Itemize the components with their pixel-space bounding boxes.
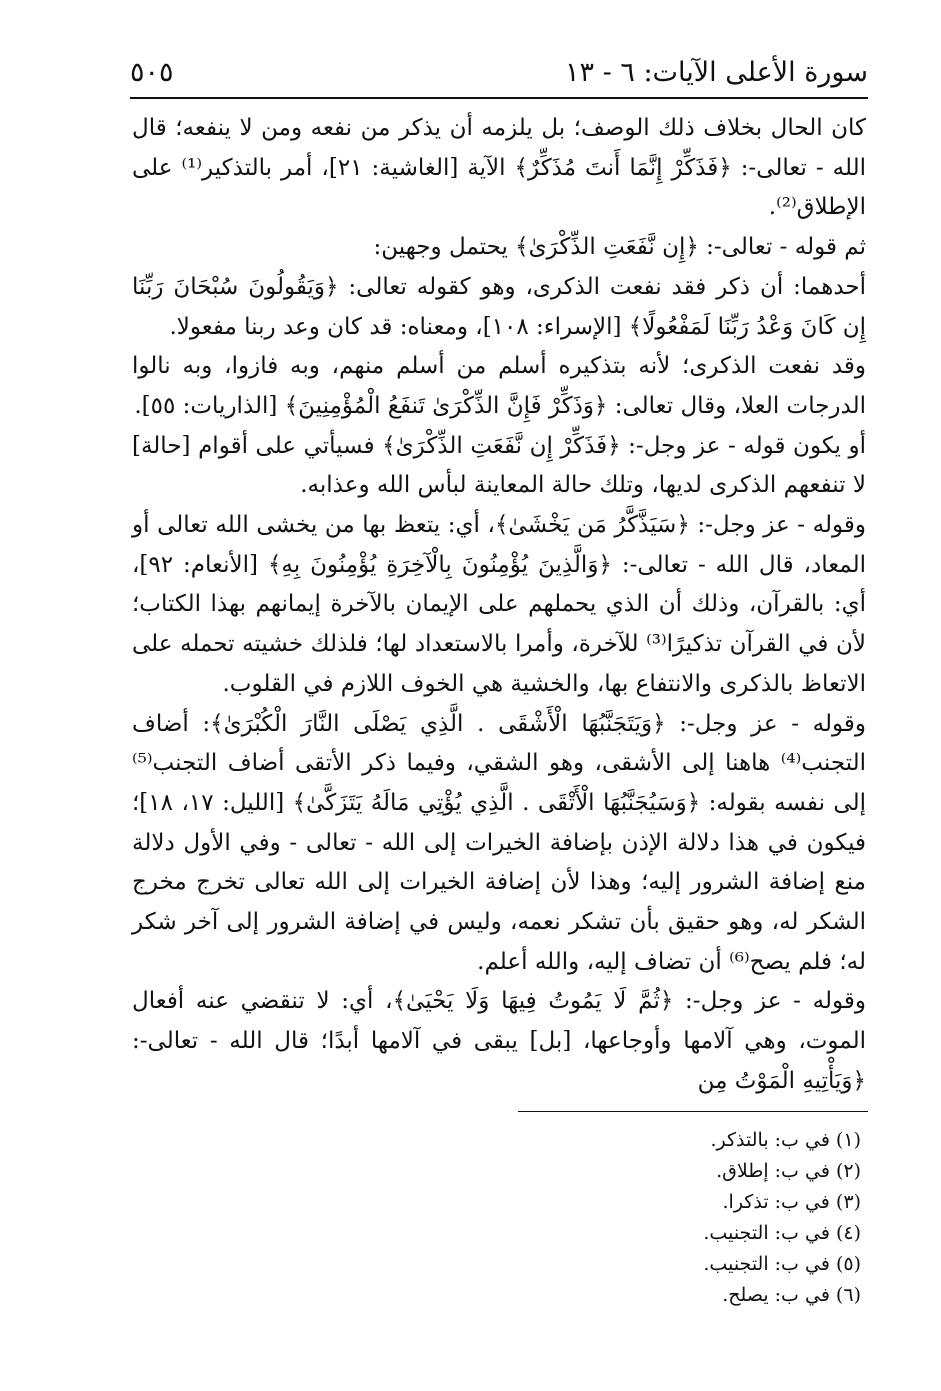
page-header xyxy=(130,50,868,94)
paragraph: وقوله - عز وجل-: ﴿ثُمَّ لَا يَمُوتُ فِيهَا وَلَا يَحْيَىٰ﴾، أي: لا تنقضي عنه أفعال الموت، وهي آلامها وأوجاعها، [بل] يبقى في آلامها أبدًا؛ قال الله - تعالى-: ﴿وَيَأْتِيهِ الْمَوْتُ مِن xyxy=(132,988,866,1094)
header-divider xyxy=(130,97,868,99)
footnote: (٦) في ب: يصلح. xyxy=(722,1284,861,1306)
footnote: (٢) في ب: إطلاق. xyxy=(716,1160,861,1182)
paragraph: وقوله - عز وجل-: ﴿وَيَتَجَنَّبُهَا الْأَشْقَى . الَّذِي يَصْلَى النَّارَ الْكُبْرَىٰ﴾: أضاف التجنب⁽⁴⁾ هاهنا إلى الأشقى، وهو الشقي، وفيما ذكر الأتقى أضاف التجنب⁽⁵⁾ إلى نفسه بقوله: ﴿وَسَيُجَنَّبُهَا الْأَتْقَى . الَّذِي يُؤْتِي مَالَهُ يَتَزَكَّىٰ﴾ [الليل: ١٧، ١٨]؛ فيكون في هذا دلالة الإذن بإضافة الخيرات إلى الله - تعالى - وفي الأول دلالة منع إضافة الشرور إليه؛ وهذا لأن إضافة الخيرات إلى الله تعالى تخرج مخرج الشكر له، وهو حقيق بأن تشكر نعمه، وليس في إضافة الشرور إلى آخر شكر له؛ فلم يصح⁽⁶⁾ أن تضاف إليه، والله أعلم. xyxy=(132,710,866,975)
footnote-divider xyxy=(518,1111,868,1112)
paragraph: وقد نفعت الذكرى؛ لأنه بتذكيره أسلم من أسلم منهم، وبه فازوا، وبه نالوا الدرجات العلا، وقال تعالى: ﴿وَذَكِّرْ فَإِنَّ الذِّكْرَىٰ تَنفَعُ الْمُؤْمِنِينَ﴾ [الذاريات: ٥٥]. xyxy=(132,353,866,419)
paragraph: أو يكون قوله - عز وجل-: ﴿فَذَكِّرْ إِن نَّفَعَتِ الذِّكْرَىٰ﴾ فسيأتي على أقوام [حالة] لا تنفعهم الذكرى لديها، وتلك حالة المعاينة لبأس الله وعذابه. xyxy=(132,432,866,499)
main-text xyxy=(132,109,866,1102)
footnote: (٣) في ب: تذكرا. xyxy=(722,1191,861,1213)
paragraph: ثم قوله - تعالى-: ﴿إِن نَّفَعَتِ الذِّكْرَىٰ﴾ يحتمل وجهين: xyxy=(373,234,866,261)
running-title: سورة الأعلى الآيات: ٦ - ١٣ xyxy=(565,56,868,88)
footnote: (٥) في ب: التجنيب. xyxy=(703,1253,861,1275)
footnote: (١) في ب: بالتذكر. xyxy=(710,1129,861,1151)
footnotes xyxy=(461,1125,861,1311)
footnote: (٤) في ب: التجنيب. xyxy=(703,1222,861,1244)
page-number: ٥٠٥ xyxy=(130,56,174,88)
paragraph: وقوله - عز وجل-: ﴿سَيَذَّكَّرُ مَن يَخْشَىٰ﴾، أي: يتعظ بها من يخشى الله تعالى أو المعاد، قال الله - تعالى-: ﴿وَالَّذِينَ يُؤْمِنُونَ بِالْآخِرَةِ يُؤْمِنُونَ بِهِ﴾ [الأنعام: ٩٢]، أي: بالقرآن، وذلك أن الذي يحملهم على الإيمان بالآخرة إيمانهم بهذا الكتاب؛ لأن في القرآن تذكيرًا⁽³⁾ للآخرة، وأمرا بالاستعداد لها؛ فلذلك خشيته تحمله على الاتعاظ بالذكرى والانتفاع بها، والخشية هي الخوف اللازم في القلوب. xyxy=(132,512,866,697)
paragraph: أحدهما: أن ذكر فقد نفعت الذكرى، وهو كقوله تعالى: ﴿وَيَقُولُونَ سُبْحَانَ رَبِّنَا إِن كَانَ وَعْدُ رَبِّنَا لَمَفْعُولًا﴾ [الإسراء: ١٠٨]، ومعناه: قد كان وعد ربنا مفعولا. xyxy=(132,273,866,340)
paragraph: كان الحال بخلاف ذلك الوصف؛ بل يلزمه أن يذكر من نفعه ومن لا ينفعه؛ قال الله - تعالى-: ﴿فَذَكِّرْ إِنَّمَا أَنتَ مُذَكِّرٌ﴾ الآية [الغاشية: ٢١]، أمر بالتذكير⁽¹⁾ على الإطلاق⁽²⁾. xyxy=(132,115,866,221)
